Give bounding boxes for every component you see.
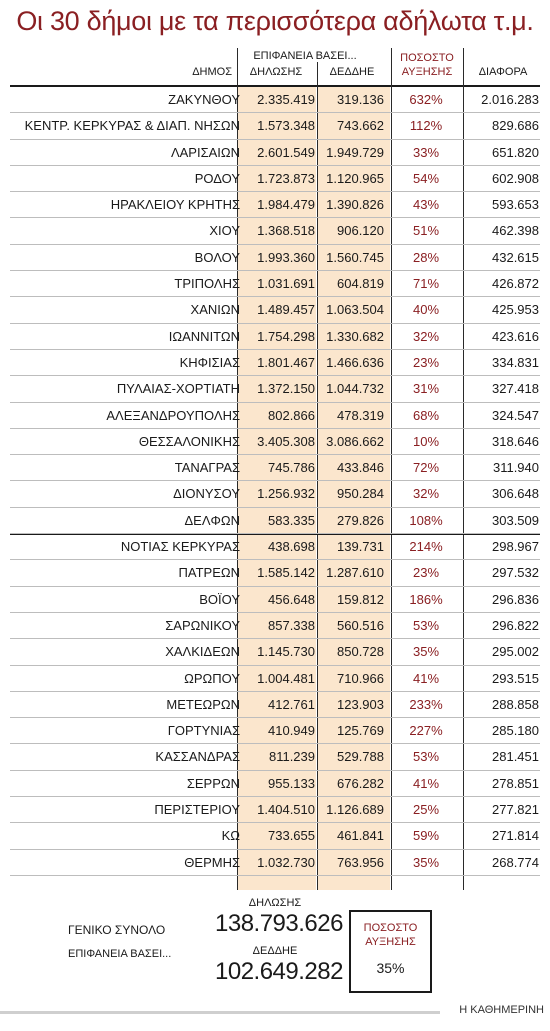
cell-dimos: ΚΑΣΣΑΝΔΡΑΣ	[155, 749, 240, 765]
cell-dimos: ΧΙΟΥ	[209, 223, 240, 239]
cell-dilosis: 583.335	[268, 512, 315, 528]
cell-dilosis: 1.573.348	[257, 118, 315, 134]
table-row	[10, 297, 540, 323]
summary-pososto-value: 35%	[376, 960, 405, 976]
cell-dilosis: 811.239	[268, 749, 315, 765]
cell-pososto: 68%	[412, 407, 440, 423]
cell-dilosis: 1.993.360	[257, 249, 315, 265]
cell-pososto: 632%	[409, 92, 443, 107]
cell-dedde: 710.966	[337, 670, 384, 686]
cell-dedde: 478.319	[337, 407, 384, 423]
table-row	[10, 560, 540, 586]
cell-dedde: 3.086.662	[326, 433, 384, 449]
cell-diafora: 602.908	[492, 170, 539, 186]
table-row	[10, 271, 540, 297]
table-row	[10, 613, 540, 639]
cell-dilosis: 1.585.142	[257, 565, 315, 581]
cell-dedde: 1.466.636	[326, 354, 384, 370]
cell-pososto: 23%	[412, 565, 440, 581]
cell-diafora: 303.509	[492, 512, 539, 528]
cell-pososto: 35%	[412, 854, 440, 870]
summary-pososto-label	[351, 921, 430, 949]
cell-pososto: 31%	[412, 381, 440, 397]
cell-pososto: 108%	[409, 512, 443, 528]
cell-dedde: 743.662	[337, 118, 384, 134]
cell-dilosis: 1.368.518	[257, 223, 315, 239]
summary-pososto-box	[349, 910, 432, 993]
table-row	[10, 324, 540, 350]
cell-dedde: 1.063.504	[326, 302, 384, 318]
table-row	[10, 850, 540, 876]
group-divider	[10, 534, 540, 535]
cell-dimos: ΠΥΛΑΙΑΣ-ΧΟΡΤΙΑΤΗ	[116, 381, 240, 397]
cell-pososto: 112%	[409, 118, 443, 134]
cell-dilosis: 1.984.479	[257, 197, 315, 213]
cell-diafora: 278.851	[492, 775, 539, 791]
cell-dimos: ΛΑΡΙΣΑΙΩΝ	[170, 144, 240, 160]
cell-dilosis: 1.004.481	[257, 670, 315, 686]
cell-dedde: 319.136	[337, 92, 384, 107]
cell-dedde: 1.390.826	[326, 197, 384, 213]
table-row	[10, 666, 540, 692]
cell-dimos: ΒΟΛΟΥ	[194, 249, 240, 265]
cell-dimos: ΣΕΡΡΩΝ	[186, 775, 240, 791]
cell-dedde: 1.949.729	[326, 144, 384, 160]
cell-dedde: 1.120.965	[326, 170, 384, 186]
table-row	[10, 771, 540, 797]
cell-dedde: 1.330.682	[326, 328, 384, 344]
table-row	[10, 429, 540, 455]
table-row	[10, 166, 540, 192]
table-row	[10, 350, 540, 376]
cell-dedde: 950.284	[337, 486, 384, 502]
cell-dimos: ΖΑΚΥΝΘΟΥ	[168, 92, 240, 107]
cell-dilosis: 1.372.150	[257, 381, 315, 397]
cell-diafora: 324.547	[492, 407, 539, 423]
cell-dimos: ΑΛΕΞΑΝΔΡΟΥΠΟΛΗΣ	[106, 407, 240, 423]
table-row	[10, 113, 540, 139]
cell-dimos: ΒΟΪΟΥ	[199, 591, 240, 607]
cell-dedde: 139.731	[337, 539, 384, 555]
summary-dedde-value: 102.649.282	[215, 958, 343, 985]
cell-diafora: 423.616	[492, 328, 539, 344]
cell-pososto: 43%	[412, 197, 440, 213]
cell-dedde: 560.516	[337, 617, 384, 633]
cell-dilosis: 1.801.467	[257, 354, 315, 370]
cell-diafora: 277.821	[492, 802, 539, 818]
cell-diafora: 311.940	[492, 460, 539, 476]
table-row	[10, 744, 540, 770]
table-row	[10, 481, 540, 507]
source-credit: Η ΚΑΘΗΜΕΡΙΝΗ	[459, 1004, 544, 1016]
cell-dimos: ΓΟΡΤΥΝΙΑΣ	[167, 723, 240, 739]
header-dimos: ΔΗΜΟΣ	[192, 66, 232, 78]
header-dilosis: ΔΗΛΩΣΗΣ	[249, 66, 303, 78]
table-row	[10, 218, 540, 244]
footer-rule	[0, 1011, 440, 1014]
cell-dilosis: 1.256.932	[257, 486, 315, 502]
table-body	[10, 87, 540, 876]
cell-dedde: 529.788	[337, 749, 384, 765]
cell-dimos: ΘΕΣΣΑΛΟΝΙΚΗΣ	[138, 433, 240, 449]
header-dedde: ΔΕΔΔΗΕ	[329, 66, 375, 78]
cell-pososto: 72%	[412, 460, 440, 476]
cell-pososto: 35%	[412, 644, 440, 660]
cell-diafora: 285.180	[492, 723, 539, 739]
cell-dilosis: 1.754.298	[257, 328, 315, 344]
table-row	[10, 534, 540, 560]
cell-dilosis: 410.949	[268, 723, 315, 739]
table-row	[10, 823, 540, 849]
cell-dedde: 906.120	[337, 223, 384, 239]
cell-diafora: 297.532	[492, 565, 539, 581]
table-row	[10, 718, 540, 744]
cell-dedde: 433.846	[337, 460, 384, 476]
cell-dimos: ΙΩΑΝΝΙΤΩΝ	[168, 328, 240, 344]
cell-pososto: 53%	[412, 749, 440, 765]
header-diafora: ΔΙΑΦΟΡΑ	[478, 66, 528, 78]
cell-dilosis: 857.338	[268, 617, 315, 633]
cell-dedde: 279.826	[337, 512, 384, 528]
cell-dimos: ΤΡΙΠΟΛΗΣ	[174, 276, 240, 292]
cell-dimos: ΚΕΝΤΡ. ΚΕΡΚΥΡΑΣ & ΔΙΑΠ. ΝΗΣΩΝ	[24, 118, 240, 134]
cell-dimos: ΔΕΛΦΩΝ	[184, 512, 240, 528]
cell-diafora: 426.872	[492, 276, 539, 292]
cell-dimos: ΗΡΑΚΛΕΙΟΥ ΚΡΗΤΗΣ	[110, 197, 240, 213]
cell-pososto: 233%	[409, 696, 443, 712]
chart-title: Οι 30 δήμοι με τα περισσότερα αδήλωτα τ.μ.	[16, 6, 534, 36]
table-row	[10, 587, 540, 613]
cell-diafora: 425.953	[492, 302, 539, 318]
table-row	[10, 87, 540, 113]
cell-dilosis: 1.032.730	[257, 854, 315, 870]
cell-pososto: 32%	[412, 328, 440, 344]
cell-diafora: 296.822	[492, 617, 539, 633]
cell-dimos: ΣΑΡΩΝΙΚΟΥ	[165, 617, 240, 633]
cell-dedde: 125.769	[337, 723, 384, 739]
cell-pososto: 32%	[412, 486, 440, 502]
summary-dilosis-value: 138.793.626	[215, 910, 343, 937]
summary-pososto-label-1: ΠΟΣΟΣΤΟ	[363, 922, 418, 934]
cell-dilosis: 733.655	[268, 828, 315, 844]
summary-label-total: ΓΕΝΙΚΟ ΣΥΝΟΛΟ	[68, 923, 166, 937]
cell-dedde: 763.956	[337, 854, 384, 870]
summary-label-area: ΕΠΙΦΑΝΕΙΑ ΒΑΣΕΙ...	[68, 948, 172, 960]
cell-diafora: 306.648	[492, 486, 539, 502]
cell-dimos: ΝΟΤΙΑΣ ΚΕΡΚΥΡΑΣ	[120, 539, 240, 555]
cell-diafora: 327.418	[492, 381, 539, 397]
cell-pososto: 41%	[412, 670, 440, 686]
cell-pososto: 53%	[412, 617, 440, 633]
cell-dimos: ΠΑΤΡΕΩΝ	[178, 565, 240, 581]
cell-dedde: 850.728	[337, 644, 384, 660]
cell-dilosis: 2.335.419	[257, 92, 315, 107]
cell-pososto: 51%	[412, 223, 440, 239]
cell-pososto: 214%	[409, 539, 443, 555]
cell-dedde: 1.287.610	[326, 565, 384, 581]
table-row	[10, 508, 540, 534]
summary-dilosis-label: ΔΗΛΩΣΗΣ	[248, 897, 302, 909]
header-pososto-1: ΠΟΣΟΣΤΟ	[400, 52, 454, 64]
cell-dimos: ΚΗΦΙΣΙΑΣ	[179, 354, 240, 370]
cell-pososto: 59%	[412, 828, 440, 844]
cell-diafora: 293.515	[492, 670, 539, 686]
cell-dimos: ΩΡΩΠΟΥ	[184, 670, 240, 686]
cell-pososto: 41%	[412, 775, 440, 791]
table-row	[10, 140, 540, 166]
cell-diafora: 829.686	[492, 118, 539, 134]
cell-pososto: 33%	[412, 144, 440, 160]
cell-dilosis: 1.723.873	[257, 170, 315, 186]
cell-dilosis: 1.031.691	[257, 276, 315, 292]
cell-dilosis: 456.648	[268, 591, 315, 607]
cell-dedde: 461.841	[337, 828, 384, 844]
cell-dilosis: 412.761	[268, 696, 315, 712]
cell-pososto: 227%	[409, 723, 443, 739]
cell-pososto: 40%	[412, 302, 440, 318]
cell-dedde: 676.282	[337, 775, 384, 791]
cell-diafora: 298.967	[492, 539, 539, 555]
cell-dimos: ΧΑΛΚΙΔΕΩΝ	[165, 644, 240, 660]
cell-diafora: 281.451	[492, 749, 539, 765]
cell-dedde: 1.126.689	[326, 802, 384, 818]
cell-pososto: 10%	[412, 433, 440, 449]
cell-pososto: 54%	[412, 170, 440, 186]
cell-dilosis: 955.133	[268, 775, 315, 791]
cell-dilosis: 1.145.730	[257, 644, 315, 660]
cell-diafora: 651.820	[492, 144, 539, 160]
cell-dimos: ΚΩ	[221, 828, 240, 844]
cell-dedde: 604.819	[337, 276, 384, 292]
cell-dimos: ΘΕΡΜΗΣ	[184, 854, 240, 870]
cell-dilosis: 2.601.549	[257, 144, 315, 160]
cell-dimos: ΡΟΔΟΥ	[194, 170, 240, 186]
table-row	[10, 192, 540, 218]
cell-diafora: 271.814	[492, 828, 539, 844]
cell-diafora: 2.016.283	[481, 92, 539, 107]
cell-diafora: 432.615	[492, 249, 539, 265]
cell-dedde: 1.560.745	[326, 249, 384, 265]
cell-diafora: 462.398	[492, 223, 539, 239]
table-row	[10, 245, 540, 271]
cell-pososto: 25%	[412, 802, 440, 818]
cell-diafora: 296.836	[492, 591, 539, 607]
row-separator	[10, 875, 540, 876]
cell-dimos: ΔΙΟΝΥΣΟΥ	[173, 486, 240, 502]
table-row	[10, 639, 540, 665]
cell-dedde: 1.044.732	[326, 381, 384, 397]
cell-dimos: ΜΕΤΕΩΡΩΝ	[166, 696, 240, 712]
cell-pososto: 23%	[412, 354, 440, 370]
cell-diafora: 318.646	[492, 433, 539, 449]
cell-diafora: 334.831	[492, 354, 539, 370]
table-row	[10, 403, 540, 429]
cell-dilosis: 1.489.457	[257, 302, 315, 318]
header-pososto-2: ΑΥΞΗΣΗΣ	[401, 66, 453, 78]
summary-pososto-label-2: ΑΥΞΗΣΗΣ	[365, 936, 416, 948]
cell-pososto: 186%	[409, 591, 443, 607]
cell-diafora: 593.653	[492, 197, 539, 213]
cell-diafora: 295.002	[492, 644, 539, 660]
cell-dimos: ΧΑΝΙΩΝ	[190, 302, 240, 318]
cell-dimos: ΠΕΡΙΣΤΕΡΙΟΥ	[154, 802, 240, 818]
cell-dimos: ΤΑΝΑΓΡΑΣ	[174, 460, 240, 476]
cell-pososto: 71%	[412, 276, 440, 292]
cell-pososto: 28%	[412, 249, 440, 265]
summary-dedde-label: ΔΕΔΔΗΕ	[252, 945, 298, 957]
cell-dilosis: 802.866	[268, 407, 315, 423]
table-row	[10, 455, 540, 481]
table-row	[10, 797, 540, 823]
table-row	[10, 692, 540, 718]
cell-dilosis: 1.404.510	[257, 802, 315, 818]
cell-dilosis: 438.698	[268, 539, 315, 555]
header-group: ΕΠΙΦΑΝΕΙΑ ΒΑΣΕΙ...	[253, 50, 357, 62]
table-row	[10, 376, 540, 402]
cell-diafora: 268.774	[492, 854, 539, 870]
cell-dedde: 123.903	[337, 696, 384, 712]
cell-diafora: 288.858	[492, 696, 539, 712]
cell-dilosis: 745.786	[268, 460, 315, 476]
cell-dilosis: 3.405.308	[257, 433, 315, 449]
cell-dedde: 159.812	[337, 591, 384, 607]
